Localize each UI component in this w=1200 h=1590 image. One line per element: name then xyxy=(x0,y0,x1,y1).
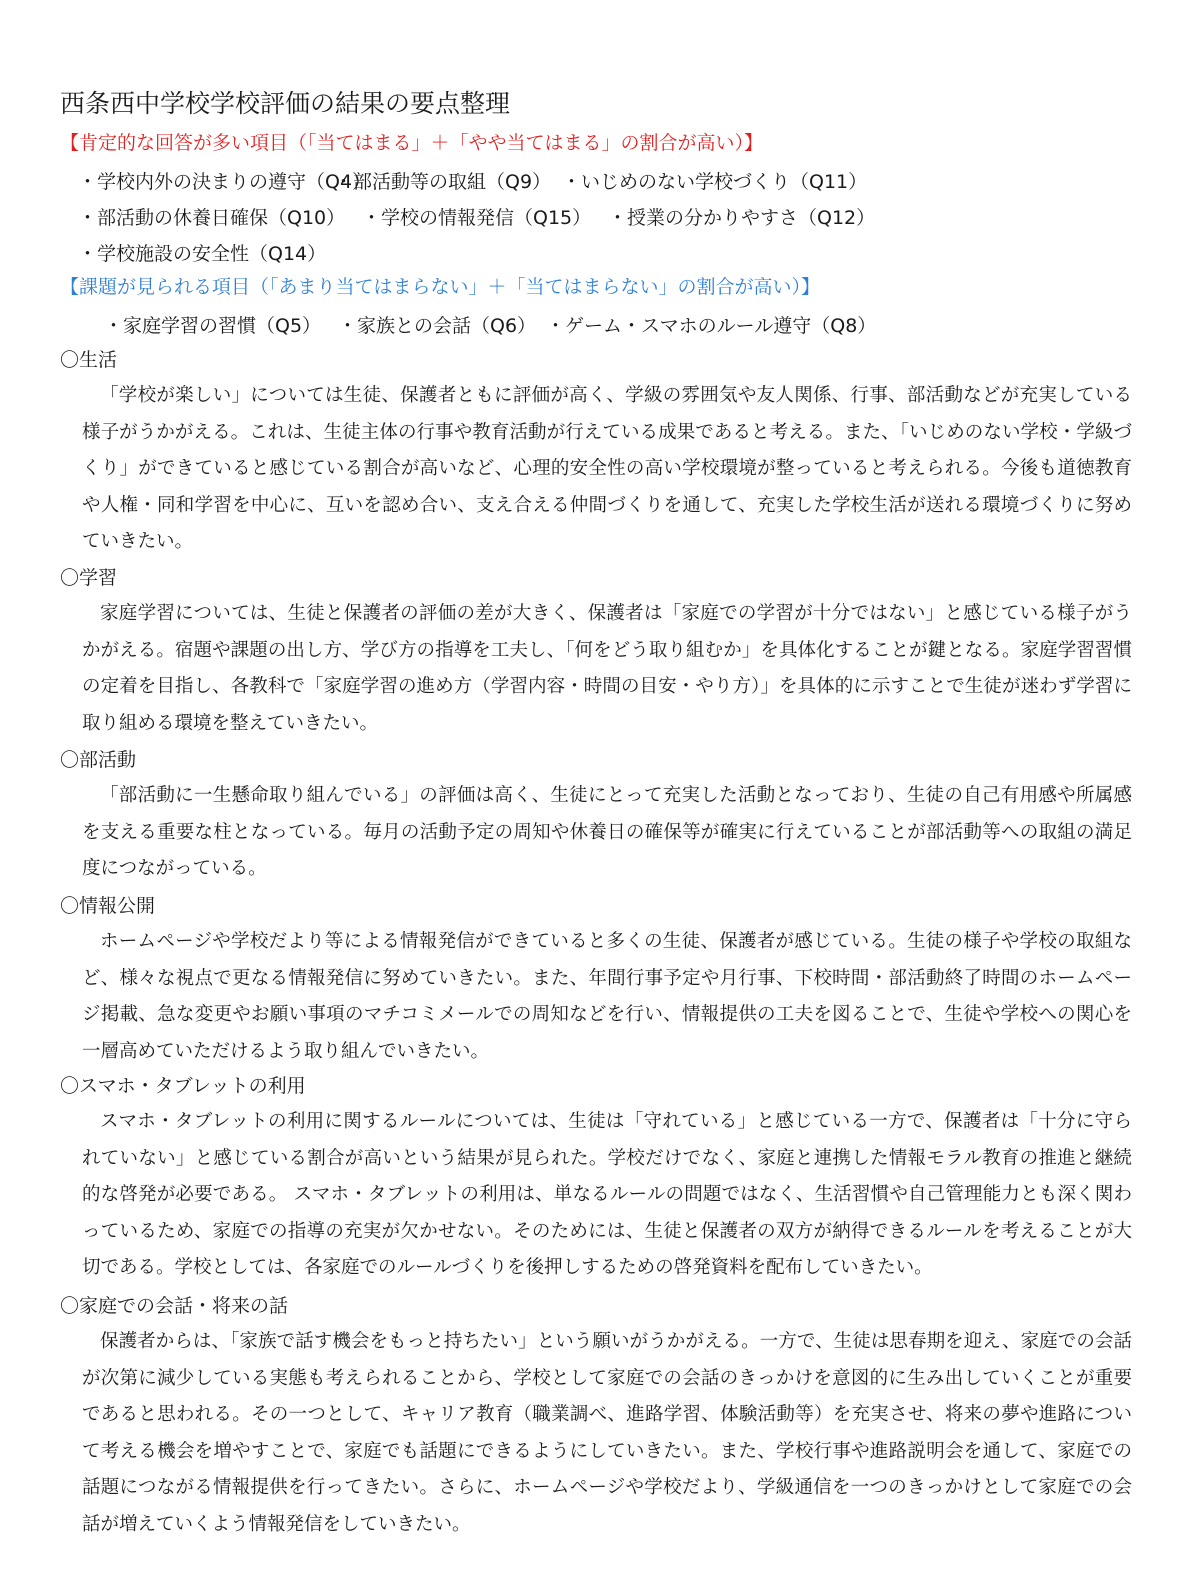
list-item: ・学校施設の安全性（Q14） xyxy=(78,243,327,265)
list-item: ・いじめのない学校づくり（Q11） xyxy=(562,171,868,193)
positive-items-list xyxy=(78,164,875,272)
list-item-row xyxy=(78,200,875,236)
issue-items-list xyxy=(104,308,876,344)
section-body-study: 家庭学習については、生徒と保護者の評価の差が大きく、保護者は「家庭での学習が十分ではない」と感じている様子がうかがえる。宿題や課題の出し方、学び方の指導を工夫し、「何をどう取り組むか」を具体化することが鍵となる。家庭学習習慣の定着を目指し、各教科で「家庭学習の進め方（学習内容・時間の目安・やり方）」を具体的に示すことで生徒が迷わず学習に取り組める環境を整えていきたい。 xyxy=(82,603,1132,734)
section-body-info: ホームページや学校だより等による情報発信ができていると多くの生徒、保護者が感じている。生徒の様子や学校の取組など、様々な視点で更なる情報発信に努めていきたい。また、年間行事予定や月行事、下校時間・部活動終了時間のホームページ掲載、急な変更やお願い事項のマチコミメールでの周知などを行い、情報提供の工夫を図ることで、生徒や学校への関心を一層高めていただけるよう取り組んでいきたい。 xyxy=(82,931,1132,1062)
section-heading-club: 〇部活動 xyxy=(60,749,137,771)
issue-items-heading: 【課題が見られる項目（「あまり当てはまらない」＋「当てはまらない」の割合が高い）】 xyxy=(60,276,821,298)
list-item: ・部活動等の取組（Q9） xyxy=(334,171,552,193)
section-heading-family: 〇家庭での会話・将来の話 xyxy=(60,1295,289,1317)
list-item: ・授業の分かりやすさ（Q12） xyxy=(608,207,876,229)
positive-items-heading: 【肯定的な回答が多い項目（「当てはまる」＋「やや当てはまる」の割合が高い）】 xyxy=(60,132,764,154)
list-item: ・家族との会話（Q6） xyxy=(338,315,537,337)
section-body-smartphone: スマホ・タブレットの利用に関するルールについては、生徒は「守れている」と感じている一方で、保護者は「十分に守られていない」と感じている割合が高いという結果が見られた。学校だけでなく、家庭と連携した情報モラル教育の推進と継続的な啓発が必要である。 スマホ・タブレットの利用は、単なるルールの問題ではなく、生活習慣や自己管理能力とも深く関わっているため、家庭での指導の充実が欠かせない。そのためには、生徒と保護者の双方が納得できるルールを考えることが大切である。学校としては、各家庭でのルールづくりを後押しするための啓発資料を配布していきたい。 xyxy=(82,1111,1132,1279)
section-body-club: 「部活動に一生懸命取り組んでいる」の評価は高く、生徒にとって充実した活動となっており、生徒の自己有用感や所属感を支える重要な柱となっている。毎月の活動予定の周知や休養日の確保等が確実に行えていることが部活動等への取組の満足度につながっている。 xyxy=(82,785,1132,880)
section-body-life: 「学校が楽しい」については生徒、保護者ともに評価が高く、学級の雰囲気や友人関係、行事、部活動などが充実している様子がうかがえる。これは、生徒主体の行事や教育活動が行えている成果であると考える。また、「いじめのない学校・学級づくり」ができていると感じている割合が高いなど、心理的安全性の高い学校環境が整っていると考えられる。今後も道徳教育や人権・同和学習を中心に、互いを認め合い、支え合える仲間づくりを通して、充実した学校生活が送れる環境づくりに努めていきたい。 xyxy=(82,385,1132,553)
list-item: ・学校内外の決まりの遵守（Q4） xyxy=(78,171,372,193)
section-body-family: 保護者からは、「家族で話す機会をもっと持ちたい」という願いがうかがえる。一方で、生徒は思春期を迎え、家庭での会話が次第に減少している実態も考えられることから、学校として家庭での会話のきっかけを意図的に生み出していくことが重要であると思われる。その一つとして、キャリア教育（職業調べ、進路学習、体験活動等）を充実させ、将来の夢や進路について考える機会を増やすことで、家庭でも話題にできるようにしていきたい。また、学校行事や進路説明会を通して、家庭での話題につながる情報提供を行ってきたい。さらに、ホームページや学校だより、学級通信を一つのきっかけとして家庭での会話が増えていくよう情報発信をしていきたい。 xyxy=(82,1331,1132,1535)
section-heading-life: 〇生活 xyxy=(60,349,118,371)
section-heading-smartphone: 〇スマホ・タブレットの利用 xyxy=(60,1075,306,1097)
section-heading-study: 〇学習 xyxy=(60,567,118,589)
list-item: ・家庭学習の習慣（Q5） xyxy=(104,315,322,337)
list-item: ・学校の情報発信（Q15） xyxy=(362,207,592,229)
list-item-row xyxy=(78,164,875,200)
list-item: ・部活動の休養日確保（Q10） xyxy=(78,207,346,229)
list-item: ・ゲーム・スマホのルール遵守（Q8） xyxy=(546,315,877,337)
list-item-row xyxy=(104,308,876,344)
list-item-row xyxy=(78,236,875,272)
document-title: 西条西中学校学校評価の結果の要点整理 xyxy=(60,89,511,118)
section-heading-info: 〇情報公開 xyxy=(60,895,156,917)
